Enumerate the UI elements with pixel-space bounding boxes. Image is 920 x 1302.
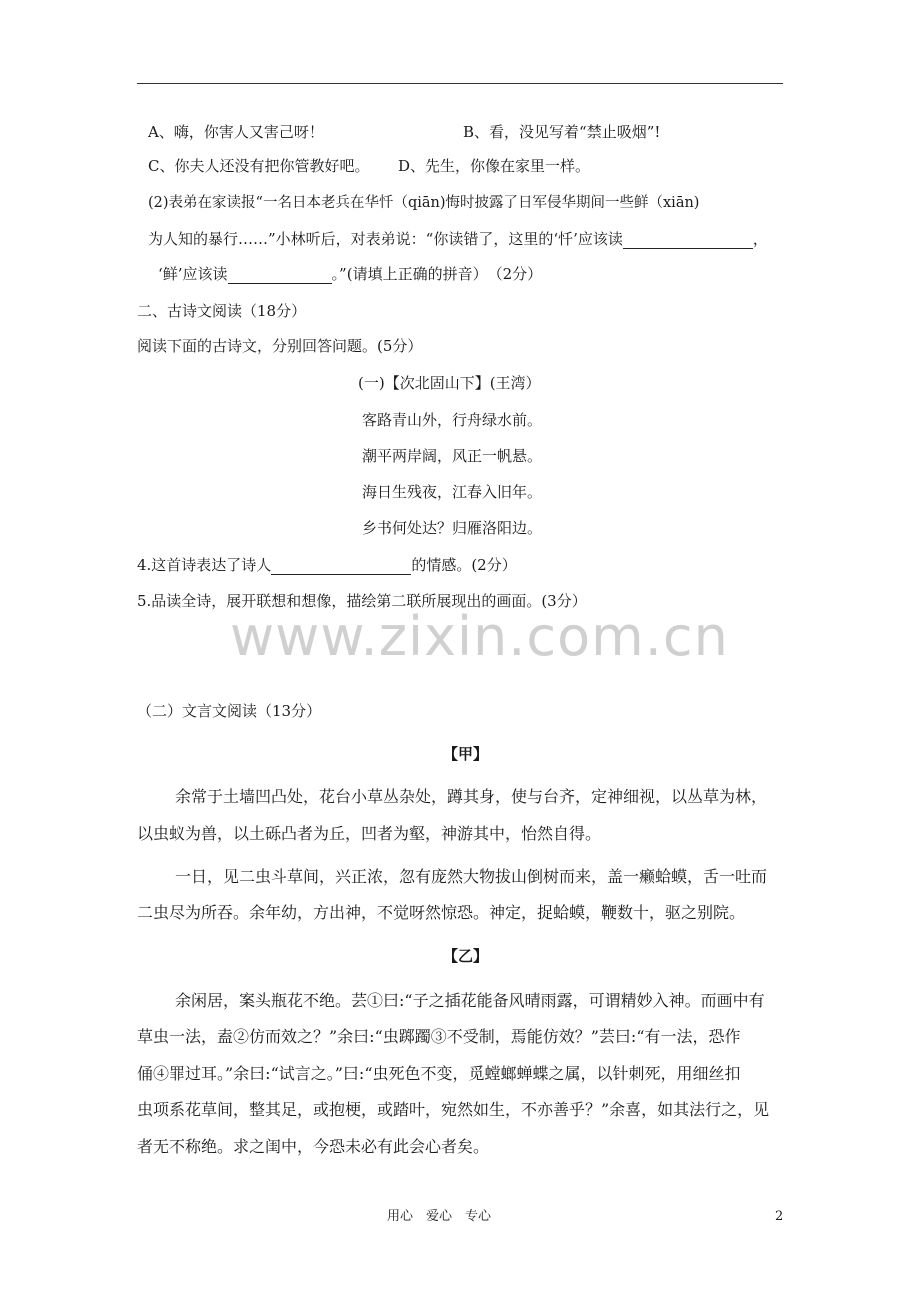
- question-4: [137, 555, 517, 575]
- poem-line-4: 乡书何处达？归雁洛阳边。: [362, 519, 543, 537]
- question-2-xian-text: ‘鲜’应该读: [158, 265, 228, 283]
- answer-blank-qian[interactable]: [623, 232, 753, 249]
- comma: ，: [752, 230, 768, 248]
- section-2-intro: 阅读下面的古诗文，分别回答问题。(5分）: [137, 337, 423, 355]
- question-2-text: 为人知的暴行……”小林听后，对表弟说：“你读错了，这里的‘忏’应该读: [148, 230, 623, 248]
- page-number: 2: [775, 1209, 784, 1224]
- footer-motto: 用心 爱心 专心: [387, 1209, 492, 1224]
- jia-p1-line-2: 以虫蚁为兽，以土砾凸者为丘，凹者为壑，神游其中，怡然自得。: [137, 824, 602, 843]
- header-rule: [137, 83, 783, 84]
- question-4-text: 4.这首诗表达了诗人: [137, 556, 272, 574]
- question-2-line-2: [148, 229, 768, 249]
- option-d: D、先生，你像在家里一样。: [398, 157, 591, 175]
- jia-p2-line-1: 一日，见二虫斗草间，兴正浓，忽有庞然大物拔山倒树而来，盖一癞蛤蟆，舌一吐而: [175, 867, 768, 886]
- jia-p2-line-2: 二虫尽为所吞。余年幼，方出神，不觉呀然惊恐。神定，捉蛤蟆，鞭数十，驱之别院。: [137, 903, 746, 922]
- poem-line-1: 客路青山外，行舟绿水前。: [362, 411, 543, 429]
- answer-blank-q4[interactable]: [271, 558, 411, 575]
- section-2-heading: 二、古诗文阅读（18分）: [137, 302, 307, 320]
- poem-line-2: 潮平两岸阔，风正一帆悬。: [362, 447, 543, 465]
- question-5: 5.品读全诗，展开联想和想像，描绘第二联所展现出的画面。(3分）: [137, 592, 587, 610]
- option-c: C、你夫人还没有把你管教好吧。: [148, 157, 370, 175]
- yi-line-3: 俑④罪过耳。”余曰:“试言之。”曰:“虫死色不变，觅螳螂蝉蝶之属，以针刺死，用细丝扣: [137, 1064, 741, 1083]
- subsection-2-heading: （二）文言文阅读（13分）: [137, 702, 322, 720]
- yi-line-1: 余闲居，案头瓶花不绝。芸①曰:“子之插花能备风晴雨露，可谓精妙入神。而画中有: [175, 991, 765, 1010]
- option-a: A、嗨，你害人又害己呀！: [148, 123, 324, 141]
- poem-line-3: 海日生残夜，江春入旧年。: [362, 483, 543, 501]
- question-4-score: 的情感。(2分）: [411, 556, 517, 574]
- option-b: B、看，没见写着“禁止吸烟”!: [463, 123, 661, 141]
- poem-title: (一)【次北固山下】(王湾）: [358, 374, 541, 392]
- passage-jia-heading: 【甲】: [443, 745, 489, 763]
- question-2-line-1: (2)表弟在家读报“一名日本老兵在华忏（qiān)悔时披露了日军侵华期间一些鲜（xiān): [148, 195, 700, 211]
- yi-line-4: 虫项系花草间，整其足，或抱梗，或踏叶，宛然如生，不亦善乎？”余喜，如其法行之，见: [137, 1100, 770, 1119]
- question-2-score: 。”(请填上正确的拼音） （2分）: [331, 265, 543, 283]
- passage-yi-heading: 【乙】: [443, 947, 489, 965]
- answer-blank-xian[interactable]: [228, 267, 332, 284]
- jia-p1-line-1: 余常于土墙凹凸处，花台小草丛杂处，蹲其身，使与台齐，定神细视，以丛草为林，: [175, 787, 768, 806]
- yi-line-5: 者无不称绝。求之闺中，今恐未必有此会心者矣。: [137, 1137, 490, 1156]
- watermark: www.zixin.com.cn: [230, 605, 729, 668]
- yi-line-2: 草虫一法，盍②仿而效之？”余曰:“虫踯躅③不受制，焉能仿效？”芸曰:“有一法，恐作: [137, 1027, 741, 1046]
- question-2-line-3: [158, 264, 542, 284]
